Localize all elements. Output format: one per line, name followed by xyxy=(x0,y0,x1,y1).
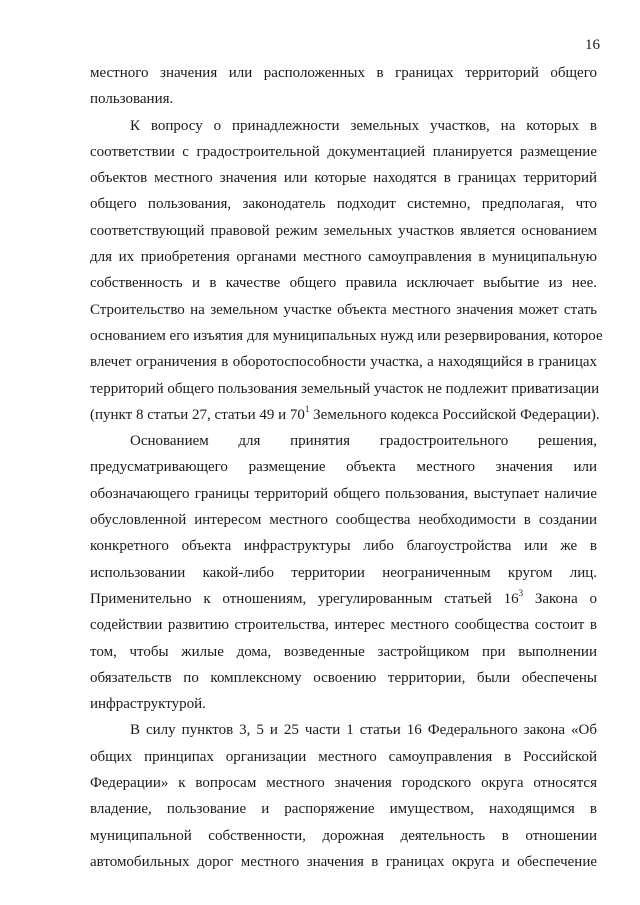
text-line: том, чтобы жилые дома, возведенные застройщиком при выполнении xyxy=(90,643,597,660)
paragraph xyxy=(90,60,597,113)
text-line: основанием его изъятия для муниципальных нужд или резервирования, которое xyxy=(90,327,603,344)
paragraph xyxy=(90,428,597,717)
text-line: обусловленной интересом местного сообщества необходимости в создании xyxy=(90,512,597,529)
text-line: объектов местного значения или которые находятся в границах территорий xyxy=(90,170,597,187)
text-line: инфраструктурой. xyxy=(90,696,206,713)
text-line: обязательств по комплексному освоению территории, были обеспечены xyxy=(90,669,597,686)
text-line: Федерации» к вопросам местного значения городского округа относятся xyxy=(90,775,597,792)
text-segment: Земельного кодекса Российской Федерации). xyxy=(309,406,600,423)
text-line: собственность и в качестве общего правила исключает выбытие из нее. xyxy=(90,275,597,292)
text-line: конкретного объекта инфраструктуры либо благоустройства или же в xyxy=(90,538,597,555)
text-line: владение, пользование и распоряжение имуществом, находящимся в xyxy=(90,801,597,818)
text-line: содействии развитию строительства, интерес местного сообщества состоит в xyxy=(90,617,597,634)
text-line: Основанием для принятия градостроительного решения, xyxy=(130,433,597,450)
text-line: пользования. xyxy=(90,91,174,108)
text-line: соответствии с градостроительной документацией планируется размещение xyxy=(90,143,597,160)
text-line: автомобильных дорог местного значения в границах округа и обеспечение xyxy=(90,853,597,870)
text-line xyxy=(90,402,600,428)
text-line: Строительство на земельном участке объекта местного значения может стать xyxy=(90,301,597,318)
text-line: влечет ограничения в оборотоспособности участка, а находящийся в границах xyxy=(90,354,597,371)
text-line: общих принципах организации местного самоуправления в Российской xyxy=(90,748,597,765)
text-line: соответствующий правовой режим земельных участков является основанием xyxy=(90,222,597,239)
superscript: 3 xyxy=(518,587,524,598)
superscript: 1 xyxy=(304,403,310,414)
text-line: предусматривающего размещение объекта местного значения или xyxy=(90,459,597,476)
paragraph xyxy=(90,113,603,429)
page-number: 16 xyxy=(585,37,600,53)
text-line: для их приобретения органами местного самоуправления в муниципальную xyxy=(90,249,597,266)
text-line: обозначающего границы территорий общего пользования, выступает наличие xyxy=(90,485,597,502)
text-segment: Закона о xyxy=(523,590,597,607)
text-line: территорий общего пользования земельный участок не подлежит приватизации xyxy=(90,380,600,397)
text-line: местного значения или расположенных в границах территорий общего xyxy=(90,65,597,81)
text-line: использовании какой-либо территории неограниченным кругом лиц. xyxy=(90,564,597,581)
document-body xyxy=(90,60,603,875)
text-segment: Применительно к отношениям, урегулированным статьей 16 xyxy=(90,590,519,607)
text-segment: (пункт 8 статьи 27, статьи 49 и 70 xyxy=(90,406,305,423)
text-line xyxy=(90,586,597,612)
text-line: муниципальной собственности, дорожная деятельность в отношении xyxy=(90,827,597,844)
text-line: В силу пунктов 3, 5 и 25 части 1 статьи 16 Федерального закона «Об xyxy=(130,722,597,739)
paragraph xyxy=(90,717,597,875)
text-line: К вопросу о принадлежности земельных участков, на которых в xyxy=(130,117,597,134)
text-line: общего пользования, законодатель подходит системно, предполагая, что xyxy=(90,196,597,213)
